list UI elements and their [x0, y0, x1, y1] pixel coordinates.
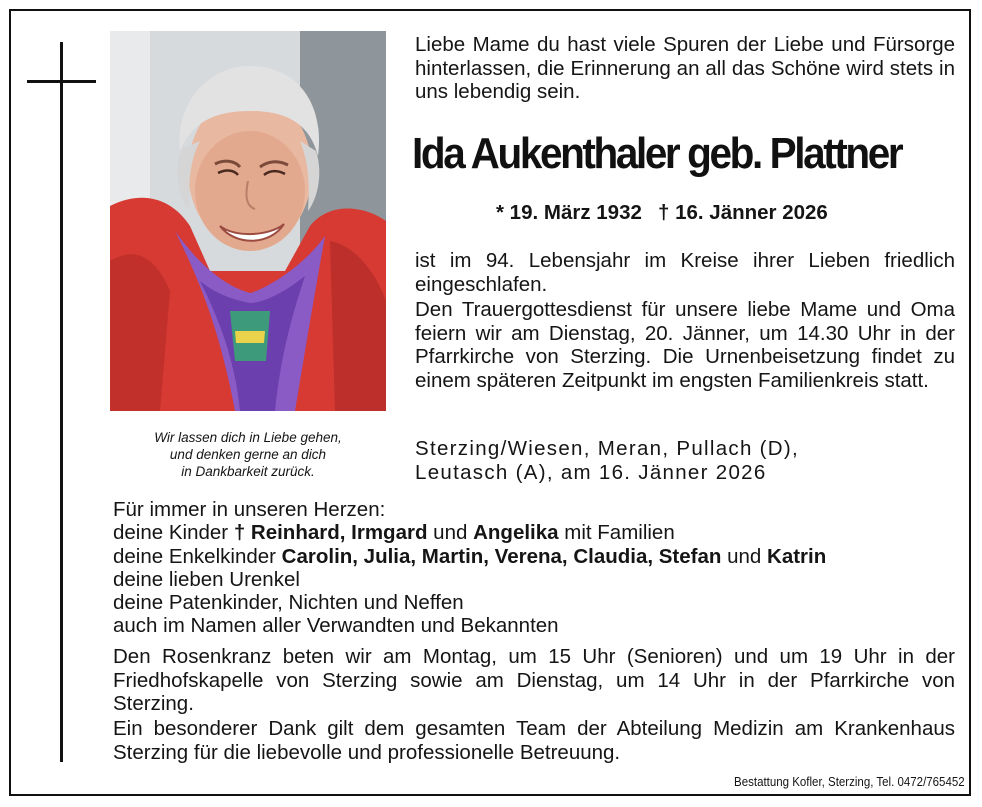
mourners-children — [113, 521, 963, 544]
mourners-relatives: auch im Namen aller Verwandten und Bekannten — [113, 614, 559, 638]
birth-date: * 19. März 1932 — [496, 201, 642, 224]
caption-line: in Dankbarkeit zurück. — [181, 464, 315, 479]
children-conjunction: und — [427, 521, 474, 545]
mourners-great-grandchildren: deine lieben Urenkel — [113, 567, 300, 591]
passing-text: ist im 94. Lebensjahr im Kreise ihrer Lieben friedlich eingeschlafen. — [415, 249, 955, 296]
children-suffix: mit Familien — [558, 521, 675, 545]
grandchildren-prefix: deine Enkelkinder — [113, 544, 282, 568]
deceased-name: Ida Aukenthaler geb. Plattner — [412, 129, 902, 178]
children-prefix: deine Kinder — [113, 521, 234, 545]
memorial-poem: Liebe Mame du hast viele Spuren der Liebe und Fürsorge hinterlassen, die Erinnerung an all das Schöne wird stets in uns lebendig sein. — [415, 33, 955, 103]
funeral-home-credit: Bestattung Kofler, Sterzing, Tel. 0472/765452 — [734, 775, 965, 789]
portrait-illustration — [110, 31, 386, 411]
portrait-photo — [110, 31, 386, 411]
children-names: † Reinhard, Irmgard — [233, 521, 428, 545]
photo-caption — [110, 429, 386, 480]
mourners-list — [113, 498, 963, 638]
children-last-name: Angelika — [473, 521, 559, 545]
grandchildren-last-name: Katrin — [767, 544, 827, 568]
cross-horizontal-bar — [27, 80, 96, 83]
grandchildren-conjunction: und — [721, 544, 768, 568]
places-line: Sterzing/Wiesen, Meran, Pullach (D), — [415, 437, 800, 460]
mourners-godchildren: deine Patenkinder, Nichten und Neffen — [113, 591, 464, 615]
thanks-text: Ein besonderer Dank gilt dem gesamten Team der Abteilung Medizin am Krankenhaus Sterzing für die liebevolle und professionelle Betreuung. — [113, 717, 955, 764]
funeral-service-text: Den Trauergottesdienst für unsere liebe Mame und Oma feiern wir am Dienstag, 20. Jänner, um 14.30 Uhr in der Pfarrkirche von Sterzing. Die Urnenbeisetzung findet zu einem späteren Zeitpunkt im engsten Familienkreis statt. — [415, 298, 955, 392]
places-line: Leutasch (A), am 16. Jänner 2026 — [415, 461, 767, 484]
grandchildren-names: Carolin, Julia, Martin, Verena, Claudia, Stefan — [281, 544, 722, 568]
caption-line: und denken gerne an dich — [169, 447, 327, 462]
cross-vertical-bar — [60, 42, 63, 762]
death-date: † 16. Jänner 2026 — [658, 201, 828, 224]
places-and-date — [415, 437, 960, 485]
caption-line: Wir lassen dich in Liebe gehen, — [154, 430, 342, 445]
rosary-text: Den Rosenkranz beten wir am Montag, um 15 Uhr (Senioren) und um 19 Uhr in der Friedhofskapelle von Sterzing sowie am Dienstag, um 14 Uhr in der Pfarrkirche von Sterzing. — [113, 645, 955, 715]
mourners-intro: Für immer in unseren Herzen: — [113, 498, 386, 521]
mourners-grandchildren — [113, 545, 963, 568]
